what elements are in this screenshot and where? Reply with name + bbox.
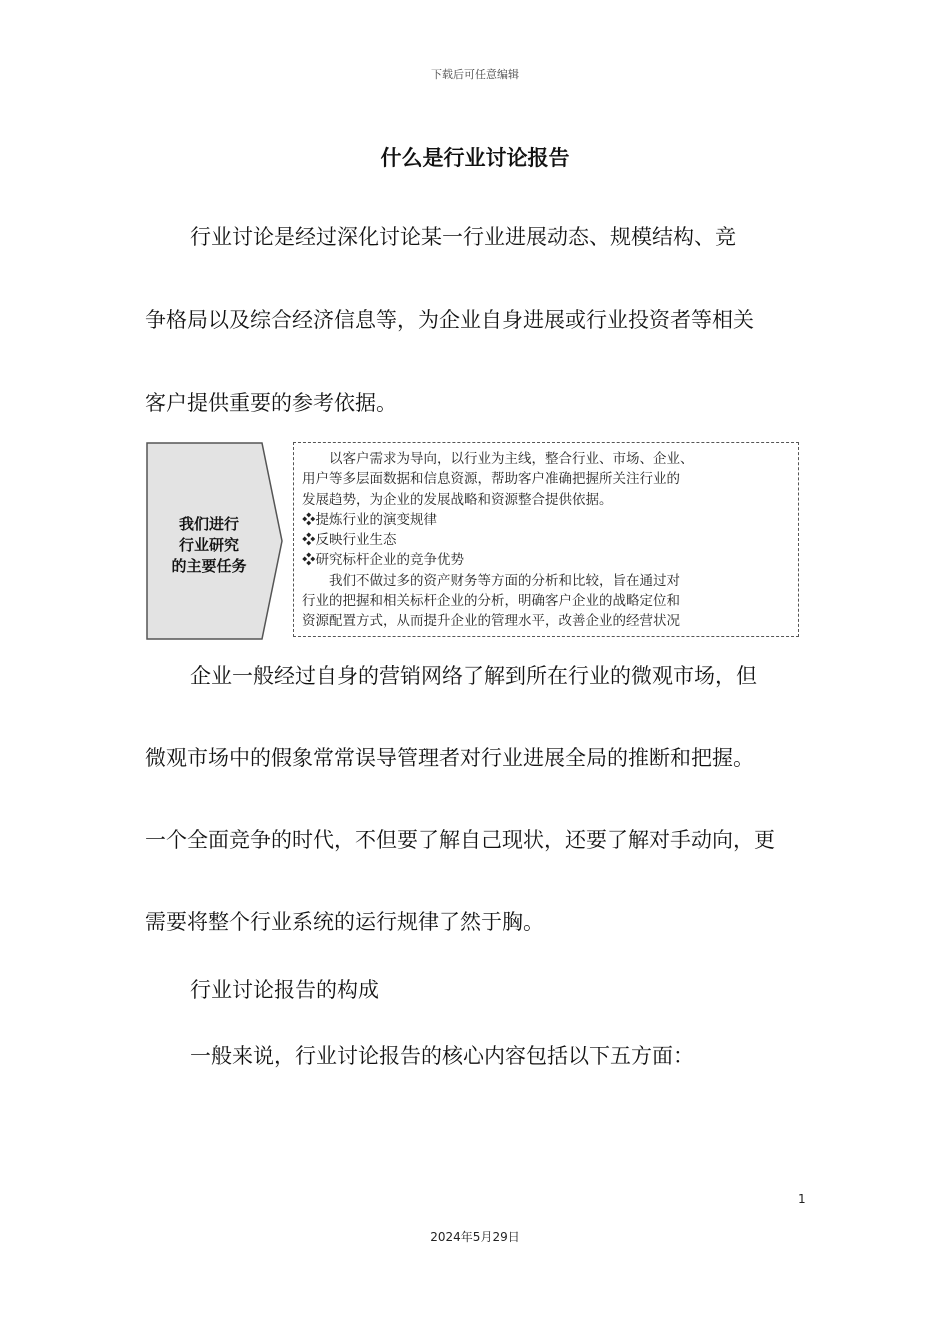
paragraph-2-line-1: 企业一般经过自身的营销网络了解到所在行业的微观市场，但	[190, 664, 757, 688]
figure-bullet-item: ❖提炼行业的演变规律	[302, 511, 437, 528]
figure-text-line: 以客户需求为导向，以行业为主线，整合行业、市场、企业、	[329, 451, 694, 467]
page-number: 1	[798, 1192, 806, 1206]
figure-left-label-line: 行业研究	[178, 536, 239, 554]
figure-text-line: 用户等多层面数据和信息资源，帮助客户准确把握所关注行业的	[302, 471, 680, 488]
figure-bullet-item: ❖研究标杆企业的竞争优势	[302, 552, 464, 569]
figure-bullet-item: ❖反映行业生态	[302, 532, 397, 549]
figure-left-label-line: 的主要任务	[171, 557, 247, 575]
figure-text-box	[293, 442, 799, 637]
paragraph-2-line-3: 一个全面竞争的时代，不但要了解自己现状，还要了解对手动向，更	[145, 828, 775, 852]
figure-arrow-box	[146, 442, 286, 640]
figure-text-line: 我们不做过多的资产财务等方面的分析和比较，旨在通过对	[329, 572, 680, 589]
section-heading: 行业讨论报告的构成	[190, 978, 379, 1002]
footer-date: 2024年5月29日	[430, 1230, 520, 1244]
figure-text-line: 发展趋势，为企业的发展战略和资源整合提供依据。	[302, 491, 613, 508]
figure-text-line: 行业的把握和相关标杆企业的分析，明确客户企业的战略定位和	[302, 593, 680, 610]
paragraph-1-line-1: 行业讨论是经过深化讨论某一行业进展动态、规模结构、竞	[190, 225, 736, 249]
page-title: 什么是行业讨论报告	[380, 146, 570, 170]
figure-text-line: 资源配置方式，从而提升企业的管理水平，改善企业的经营状况	[302, 613, 680, 630]
figure-left-label	[146, 514, 272, 577]
header-note: 下载后可任意编辑	[431, 68, 519, 81]
paragraph-2-line-2: 微观市场中的假象常常误导管理者对行业进展全局的推断和把握。	[145, 746, 754, 770]
figure-left-label-line: 我们进行	[178, 515, 239, 533]
paragraph-2-line-4: 需要将整个行业系统的运行规律了然于胸。	[145, 910, 544, 934]
paragraph-1-line-3: 客户提供重要的参考依据。	[145, 391, 397, 415]
paragraph-1-line-2: 争格局以及综合经济信息等，为企业自身进展或行业投资者等相关	[145, 308, 754, 332]
research-tasks-figure	[146, 442, 802, 640]
intro-line: 一般来说，行业讨论报告的核心内容包括以下五方面：	[190, 1044, 694, 1068]
